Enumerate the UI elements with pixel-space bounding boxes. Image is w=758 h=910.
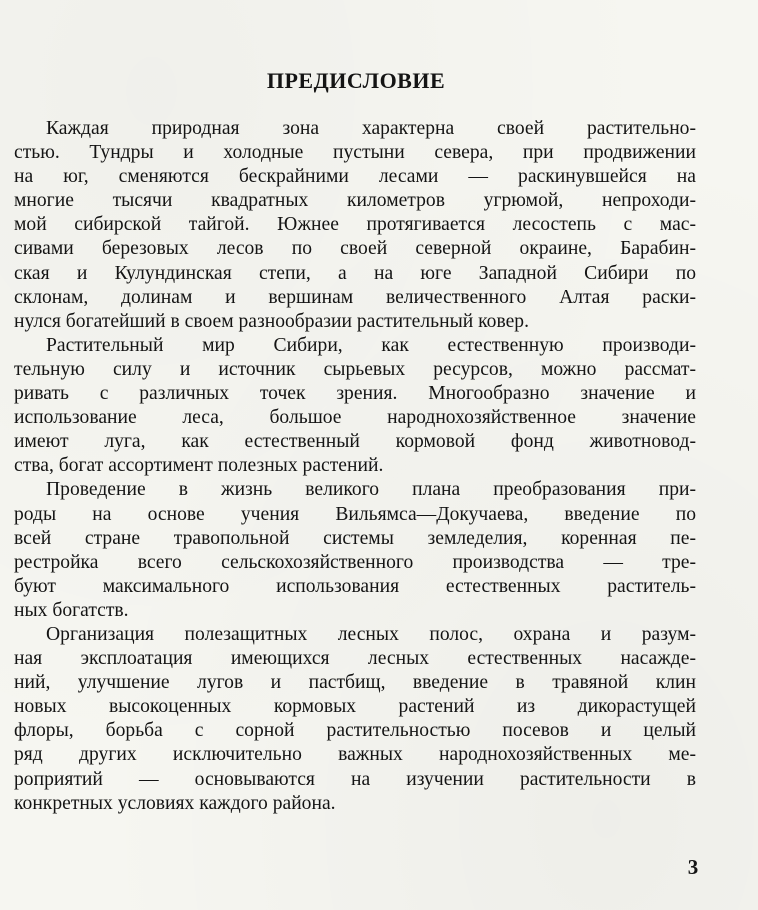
- page-title: ПРЕДИСЛОВИЕ: [266, 68, 446, 93]
- page-number: 3: [687, 855, 699, 879]
- text-line: использование леса, большое народнохозяйственное значение: [14, 407, 696, 429]
- text-line: ства, богат ассортимент полезных растений.: [14, 455, 384, 477]
- body-text: [14, 117, 696, 816]
- text-line: роды на основе учения Вильямса—Докучаева, введение по: [14, 503, 696, 525]
- text-line: на юг, сменяются бескрайними лесами — раскинувшейся на: [14, 166, 696, 188]
- text-line: мой сибирской тайгой. Южнее протягивается лесостепь с мас-: [14, 214, 696, 236]
- text-line: Проведение в жизнь великого плана преобразования при-: [46, 479, 696, 501]
- text-line: роприятий — основываются на изучении растительности в: [14, 768, 696, 790]
- text-line: конкретных условиях каждого района.: [14, 792, 336, 814]
- text-line: ний, улучшение лугов и пастбищ, введение в травяной клин: [14, 672, 696, 694]
- text-line: ривать с различных точек зрения. Многообразно значение и: [14, 383, 696, 405]
- text-line: буют максимального использования естественных раститель-: [14, 575, 696, 597]
- text-line: всей стране травопольной системы земледелия, коренная пе-: [14, 527, 696, 549]
- text-line: ская и Кулундинская степи, а на юге Западной Сибири по: [14, 262, 696, 284]
- text-line: тельную силу и источник сырьевых ресурсов, можно рассмат-: [14, 358, 696, 380]
- text-line: ная эксплоатация имеющихся лесных естественных насажде-: [14, 648, 696, 670]
- text-line: многие тысячи квадратных километров угрюмой, непроходи-: [14, 190, 696, 212]
- text-line: стью. Тундры и холодные пустыни севера, при продвижении: [14, 142, 696, 164]
- text-line: ных богатств.: [14, 599, 129, 621]
- text-line: нулся богатейший в своем разнообразии растительный ковер.: [14, 310, 529, 332]
- text-line: флоры, борьба с сорной растительностью посевов и целый: [14, 720, 696, 742]
- text-line: новых высокоценных кормовых растений из дикорастущей: [14, 696, 696, 718]
- text-line: сивами березовых лесов по своей северной окраине, Барабин-: [14, 238, 696, 260]
- text-line: ряд других исключительно важных народнохозяйственных ме-: [14, 744, 696, 766]
- text-line: Каждая природная зона характерна своей растительно-: [46, 118, 696, 139]
- text-line: склонам, долинам и вершинам величественного Алтая раски-: [14, 286, 696, 308]
- text-line: имеют луга, как естественный кормовой фонд животновод-: [14, 431, 696, 453]
- text-line: Растительный мир Сибири, как естественную производи-: [46, 334, 696, 356]
- text-line: Организация полезащитных лесных полос, охрана и разум-: [46, 623, 696, 645]
- text-line: рестройка всего сельскохозяйственного производства — тре-: [14, 551, 696, 573]
